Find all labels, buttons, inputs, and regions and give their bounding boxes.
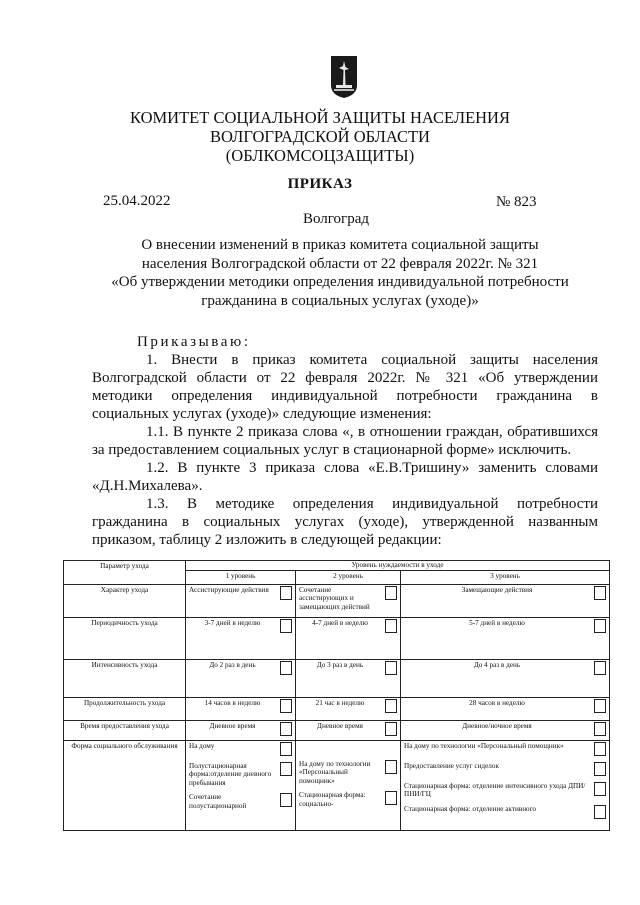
- table-header-row: [64, 561, 610, 571]
- cell-text: На дому: [189, 742, 215, 750]
- subject-line-1: О внесении изменений в приказ комитета социальной защиты: [141, 237, 539, 253]
- checkbox[interactable]: [280, 586, 292, 600]
- row-label-time: Время предоставления ухода: [64, 721, 186, 741]
- checkbox[interactable]: [594, 661, 606, 675]
- org-line-3: (ОБЛКОМСОЦЗАЩИТЫ): [225, 146, 415, 165]
- level-2-header: 2 уровень: [296, 571, 401, 585]
- cell-text: Стационарная форма: отделение активного: [404, 804, 537, 813]
- checkbox[interactable]: [280, 742, 292, 756]
- checkbox[interactable]: [594, 586, 606, 600]
- cell-character-l1: [186, 585, 296, 618]
- document-number: № 823: [496, 194, 537, 210]
- table-row: [64, 660, 610, 698]
- level-3-header: 3 уровень: [401, 571, 610, 585]
- document-date: 25.04.2022: [103, 193, 171, 209]
- checkbox[interactable]: [385, 661, 397, 675]
- cell-time-l2: [296, 721, 401, 741]
- checkbox[interactable]: [385, 722, 397, 736]
- cell-text: Дневное/ночное время: [462, 722, 532, 730]
- organization-name: [0, 108, 640, 165]
- checkbox[interactable]: [385, 699, 397, 713]
- checkbox[interactable]: [280, 661, 292, 675]
- row-label-duration: Продолжительность ухода: [64, 698, 186, 721]
- document-city: Волгоград: [302, 211, 369, 227]
- cell-duration-l3: [401, 698, 610, 721]
- cell-text: Дневное время: [209, 722, 256, 730]
- checkbox[interactable]: [280, 722, 292, 736]
- cell-text: 3-7 дней в неделю: [204, 619, 261, 627]
- level-1-header: 1 уровень: [186, 571, 296, 585]
- checkbox[interactable]: [594, 762, 606, 776]
- cell-form-l3: [401, 741, 610, 831]
- cell-intensity-l2: [296, 660, 401, 698]
- subject-line-3: «Об утверждении методики определения индивидуальной потребности: [111, 274, 569, 290]
- checkbox[interactable]: [594, 699, 606, 713]
- cell-text: На дому по технологии «Персональный помощник»: [404, 742, 564, 750]
- cell-text: 4-7 дней в неделю: [312, 619, 368, 627]
- table-row: [64, 585, 610, 618]
- param-header: Параметр ухода: [64, 561, 186, 585]
- subject-line-2: населения Волгоградской области от 22 февраля 2022г. № 321: [141, 255, 539, 272]
- checkbox[interactable]: [594, 619, 606, 633]
- org-line-2: ВОЛГОГРАДСКОЙ ОБЛАСТИ: [210, 127, 430, 146]
- cell-periodicity-l2: [296, 618, 401, 660]
- clause-1-3: 1.3. В методике определения индивидуальной потребности гражданина в социальных услугах (уходе), утвержденной названным приказом, таблицу 2 изложить в следующей редакции:: [92, 496, 598, 548]
- row-label-character: Характер ухода: [64, 585, 186, 618]
- cell-text: 14 часов в неделю: [204, 699, 261, 707]
- cell-text: Стационарная форма: социально-: [299, 791, 366, 808]
- cell-periodicity-l1: [186, 618, 296, 660]
- cell-character-l2: [296, 585, 401, 618]
- cell-text: Замещающие действия: [461, 586, 533, 594]
- checkbox[interactable]: [594, 722, 606, 736]
- cell-text: 28 часов в неделю: [469, 699, 525, 707]
- cell-form-l1: [186, 741, 296, 831]
- org-line-1: КОМИТЕТ СОЦИАЛЬНОЙ ЗАЩИТЫ НАСЕЛЕНИЯ: [130, 108, 510, 127]
- cell-time-l1: [186, 721, 296, 741]
- checkbox[interactable]: [385, 619, 397, 633]
- cell-text: Сочетание полустационарной: [189, 793, 247, 810]
- cell-periodicity-l3: [401, 618, 610, 660]
- cell-text: Стационарная форма: отделение интенсивного ухода ДПИ/ПНИ/ГЦ: [404, 782, 586, 799]
- row-label-intensity: Интенсивность ухода: [64, 660, 186, 698]
- cell-text: На дому по технологии «Персональный помощник»: [299, 760, 371, 785]
- subject-line-4: гражданина в социальных услугах (уходе)»: [201, 292, 479, 309]
- cell-text: Дневное время: [317, 722, 363, 730]
- checkbox[interactable]: [280, 619, 292, 633]
- table-row: [64, 721, 610, 741]
- checkbox[interactable]: [280, 699, 292, 713]
- cell-text: 21 час в неделю: [315, 699, 365, 707]
- checkbox[interactable]: [594, 805, 606, 819]
- document-type: ПРИКАЗ: [287, 176, 353, 192]
- checkbox[interactable]: [280, 762, 292, 776]
- document-body: [92, 333, 598, 549]
- table-row: [64, 618, 610, 660]
- cell-text: 5-7 дней в неделю: [469, 619, 525, 627]
- row-label-form: Форма социального обслуживания: [64, 741, 186, 831]
- cell-text: Сочетание ассистирующих и замещающих действий: [299, 586, 370, 611]
- checkbox[interactable]: [385, 760, 397, 774]
- cell-text: До 4 раз в день: [473, 661, 521, 669]
- cell-text: До 2 раз в день: [209, 661, 256, 669]
- cell-intensity-l3: [401, 660, 610, 698]
- cell-form-l2: [296, 741, 401, 831]
- checkbox[interactable]: [280, 793, 292, 807]
- table-row: [64, 698, 610, 721]
- row-label-periodicity: Периодичность ухода: [64, 618, 186, 660]
- intro-text: Приказываю:: [137, 334, 251, 350]
- care-levels-table: [63, 560, 610, 831]
- checkbox[interactable]: [385, 791, 397, 805]
- clause-1: 1. Внести в приказ комитета социальной защиты населения Волгоградской области от 22 февраля 2022г. № 321 «Об утверждении методики определения индивидуальной потребности гражданина в социальных услугах (уходе)» следующие изменения:: [92, 352, 598, 422]
- level-header: Уровень нуждаемости в уходе: [186, 561, 610, 571]
- document-subject: [100, 236, 580, 310]
- cell-text: Предоставление услуг сиделок: [404, 762, 499, 770]
- cell-text: Ассистирующие действия: [189, 586, 269, 594]
- checkbox[interactable]: [594, 742, 606, 756]
- table-row: [64, 741, 610, 831]
- cell-duration-l2: [296, 698, 401, 721]
- cell-text: Полустационарная форма:отделение дневного пребывания: [189, 762, 272, 787]
- cell-duration-l1: [186, 698, 296, 721]
- clause-1-2: 1.2. В пункте 3 приказа слова «Е.В.Тришину» заменить словами «Д.Н.Михалева».: [92, 460, 598, 494]
- checkbox[interactable]: [385, 586, 397, 600]
- checkbox[interactable]: [594, 782, 606, 796]
- cell-time-l3: [401, 721, 610, 741]
- cell-intensity-l1: [186, 660, 296, 698]
- clause-1-1: 1.1. В пункте 2 приказа слова «, в отношении граждан, обратившихся за предоставлением социальных услуг в стационарной форме» исключить.: [92, 424, 598, 458]
- emblem-logo: [330, 55, 358, 99]
- cell-character-l3: [401, 585, 610, 618]
- cell-text: До 3 раз в день: [316, 661, 364, 669]
